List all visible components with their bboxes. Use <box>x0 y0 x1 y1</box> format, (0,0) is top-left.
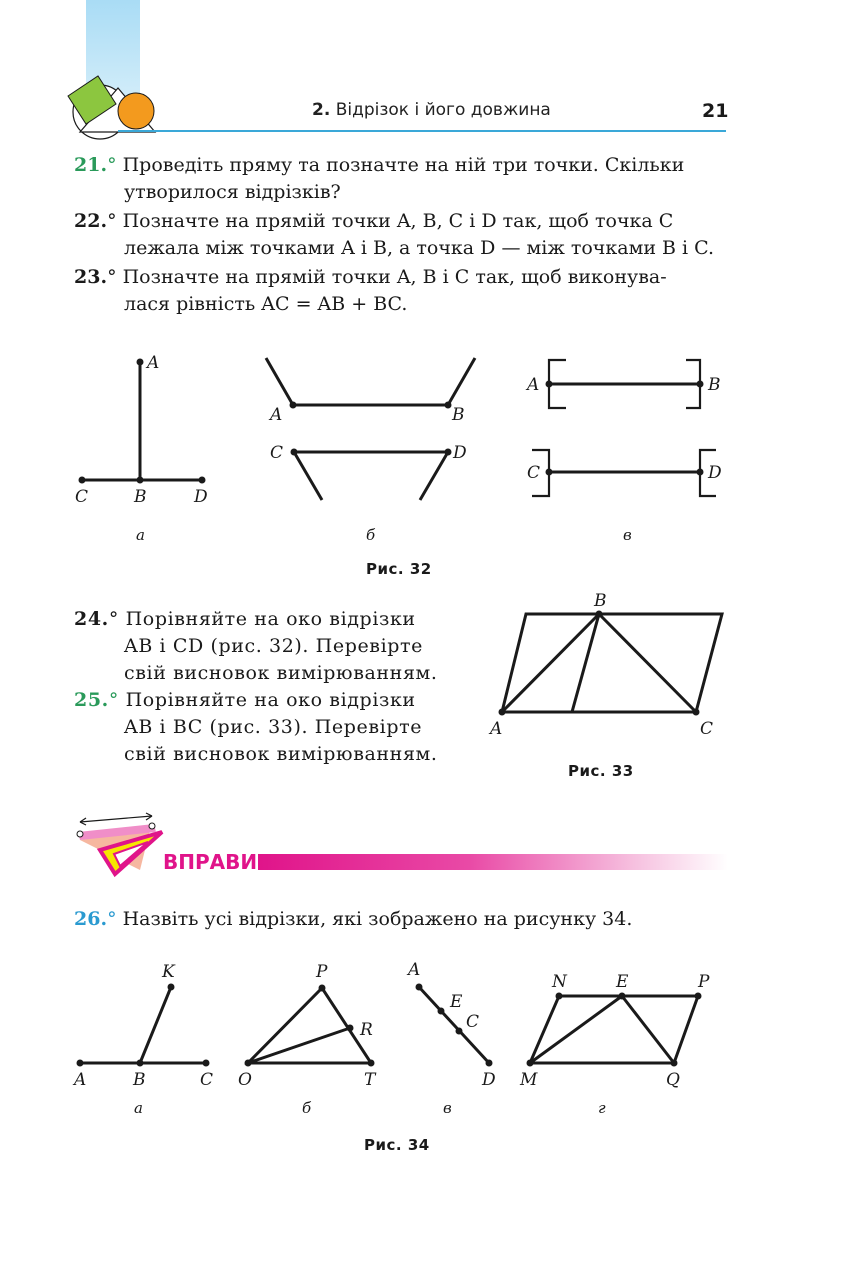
exercise-number: 21. <box>74 154 108 176</box>
exercise-26: 26.° Назвіть усі відрізки, які зображено на рисунку 34. <box>74 908 633 930</box>
label-a: A <box>270 405 283 425</box>
label-b: B <box>134 487 147 507</box>
label-r: R <box>360 1020 373 1040</box>
label-c: C <box>75 487 89 507</box>
figure-33 <box>480 590 740 750</box>
section-header: 2. Відрізок і його довжина <box>312 100 551 120</box>
label-b: B <box>133 1070 146 1090</box>
label-d: D <box>482 1070 496 1090</box>
exercise-number: 22. <box>74 210 108 232</box>
subfigure-label: в <box>623 526 632 544</box>
label-b: B <box>708 375 721 395</box>
subfigure-label: г <box>598 1099 606 1117</box>
label-e: E <box>616 972 629 992</box>
label-n: N <box>552 972 567 992</box>
exercise-25: 25.° Порівняйте на око відрізки AB і BC (рис. 33). Перевірте свій висновок вимірюванням. <box>74 689 438 765</box>
header-shapes-icon <box>60 0 170 140</box>
label-d: D <box>708 463 722 483</box>
label-a: A <box>408 960 421 980</box>
label-t: T <box>364 1070 376 1090</box>
exercise-23: 23.° Позначте на прямій точки A, B і C так, щоб виконува- лася рівність AC = AB + BC. <box>74 266 667 315</box>
figure-32-caption: Рис. 32 <box>366 560 432 578</box>
ruler-triangle-icon <box>70 810 165 880</box>
label-a: A <box>147 353 160 373</box>
label-c: C <box>700 719 714 739</box>
point-a <box>137 359 144 366</box>
subfigure-label: в <box>443 1099 452 1117</box>
exercise-number: 23. <box>74 266 108 288</box>
header-divider <box>118 130 726 132</box>
exercise-21: 21.° Проведіть пряму та позначте на ній три точки. Скільки утворилося відрізків? <box>74 154 685 203</box>
page-number: 21 <box>702 100 729 122</box>
figure-34-caption: Рис. 34 <box>364 1136 430 1154</box>
figure-33-caption: Рис. 33 <box>568 762 634 780</box>
label-p: P <box>698 972 710 992</box>
exercise-number: 26. <box>74 908 108 930</box>
exercise-22: 22.° Позначте на прямій точки A, B, C і D так, щоб точка C лежала між точками A і B, а точка D — між точками B і C. <box>74 210 715 259</box>
label-p: P <box>316 962 328 982</box>
exercise-24: 24.° Порівняйте на око відрізки AB і CD (рис. 32). Перевірте свій висновок вимірюванням. <box>74 608 438 684</box>
label-c: C <box>200 1070 214 1090</box>
label-c: C <box>527 463 541 483</box>
label-k: K <box>162 962 175 982</box>
label-a: A <box>490 719 503 739</box>
label-a: A <box>74 1070 87 1090</box>
label-a: A <box>527 375 540 395</box>
subfigure-label: б <box>366 526 376 544</box>
label-c: C <box>270 443 284 463</box>
label-b: B <box>452 405 465 425</box>
subfigure-label: а <box>134 1099 143 1117</box>
subfigure-label: б <box>302 1099 312 1117</box>
section-band <box>258 854 728 870</box>
label-q: Q <box>666 1070 680 1090</box>
label-o: O <box>238 1070 252 1090</box>
figure-32 <box>0 340 850 580</box>
label-e: E <box>450 992 463 1012</box>
header-decoration <box>60 0 170 140</box>
label-d: D <box>453 443 467 463</box>
section-title: ВПРАВИ <box>163 850 258 874</box>
label-c: C <box>466 1012 480 1032</box>
label-d: D <box>194 487 208 507</box>
figure-34 <box>0 955 850 1125</box>
subfigure-label: а <box>136 526 145 544</box>
label-m: M <box>520 1070 538 1090</box>
label-b: B <box>594 591 607 611</box>
